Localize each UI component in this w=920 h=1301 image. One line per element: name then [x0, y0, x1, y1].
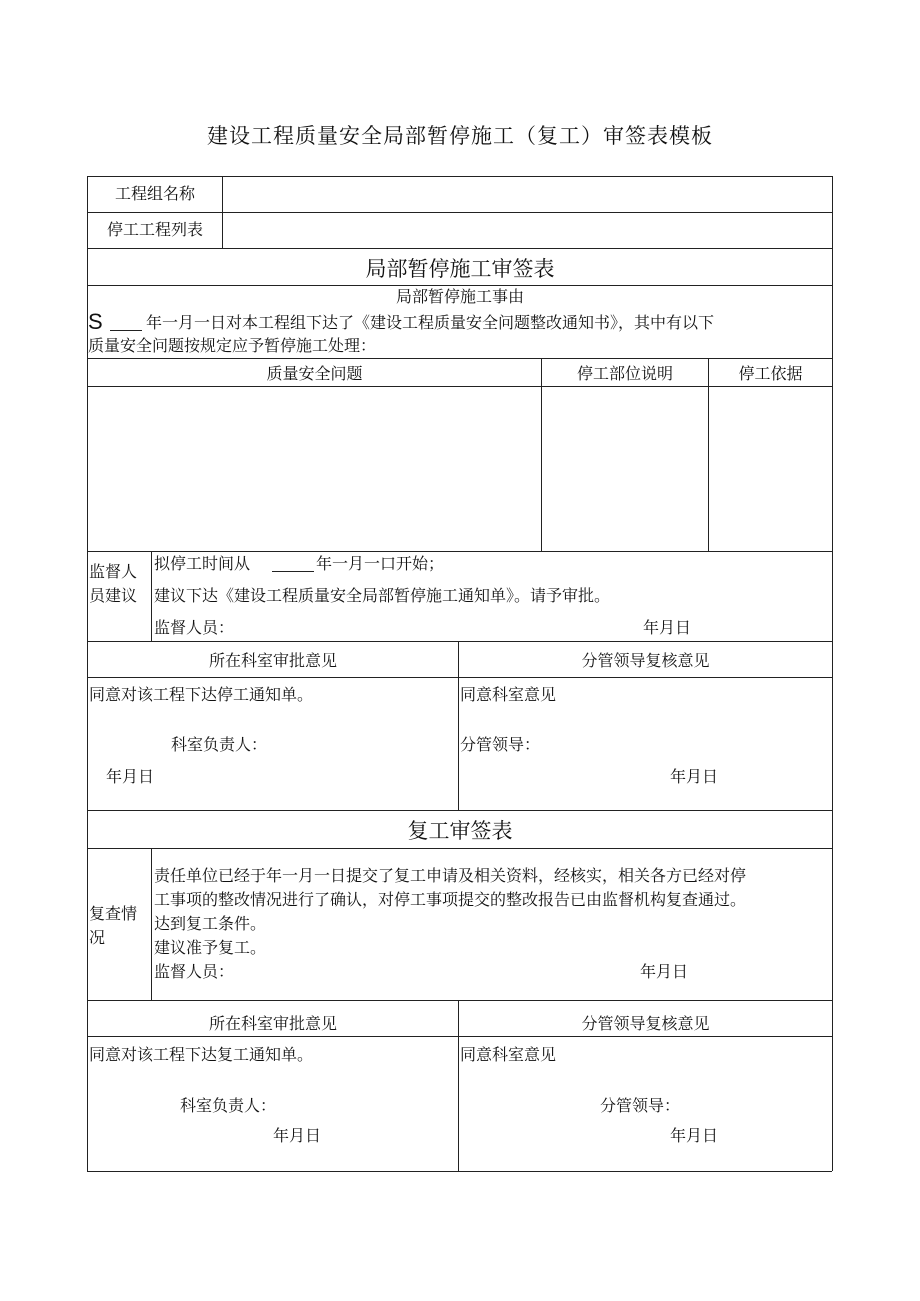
supervisor-label-line-1: 监督人 [89, 562, 138, 581]
dept-date: 年月日 [106, 767, 155, 786]
stop-reason-prefix: S [88, 309, 103, 334]
dept-opinion-header: 所在科室审批意见 [208, 651, 337, 670]
rule [87, 358, 832, 359]
proposal-text: 建议下达《建设工程质量安全局部暂停施工通知单》。请予审批。 [154, 586, 611, 605]
column-header-issue: 质量安全问题 [266, 364, 363, 383]
resume-supervisor-label: 监督人员： [154, 962, 235, 981]
blank-underline [272, 571, 314, 572]
review-line-1: 责任单位已经于年一月一日提交了复工申请及相关资料，经核实，相关各方已经对停 [154, 866, 747, 885]
table-right-border [832, 176, 833, 1171]
leader-label: 分管领导： [460, 735, 541, 754]
rule [87, 810, 832, 811]
resume-agree-dept-opinion: 同意科室意见 [460, 1045, 557, 1064]
rule [541, 358, 542, 551]
dept-head-label: 科室负责人： [171, 735, 268, 754]
review-label-line-1: 复查情 [89, 904, 138, 923]
leader-date: 年月日 [670, 767, 719, 786]
stop-list-label: 停工工程列表 [106, 220, 203, 239]
rule [87, 212, 832, 213]
stop-reason-line-2: 质量安全问题按规定应予暂停施工处理： [88, 336, 377, 355]
rule [87, 677, 832, 678]
resume-dept-head-label: 科室负责人： [180, 1096, 277, 1115]
rule [87, 1000, 832, 1001]
rule [87, 1036, 832, 1037]
resume-leader-opinion-header: 分管领导复核意见 [581, 1014, 710, 1033]
review-line-3: 达到复工条件。 [154, 914, 267, 933]
rule [151, 848, 152, 1000]
resume-supervisor-date: 年月日 [640, 962, 689, 981]
agree-resume-notice: 同意对该工程下达复工通知单。 [89, 1045, 314, 1064]
review-line-4: 建议准予复工。 [154, 938, 267, 957]
resume-section-title: 复工审签表 [407, 819, 513, 843]
leader-opinion-header: 分管领导复核意见 [581, 651, 710, 670]
supervisor-date: 年月日 [643, 618, 692, 637]
blank-underline [110, 330, 142, 331]
rule [151, 551, 152, 641]
stop-section-title: 局部暂停施工审签表 [365, 257, 555, 281]
agree-dept-opinion: 同意科室意见 [460, 685, 557, 704]
column-header-part: 停工部位说明 [576, 364, 673, 383]
rule [87, 248, 832, 249]
rule [87, 848, 832, 849]
supervisor-person-label: 监督人员： [154, 618, 235, 637]
resume-leader-label: 分管领导： [600, 1096, 681, 1115]
proposed-time-label: 拟停工时间从 [154, 554, 251, 573]
review-label-line-2: 况 [89, 928, 106, 947]
project-name-label: 工程组名称 [114, 184, 195, 203]
supervisor-label-line-2: 员建议 [89, 586, 138, 605]
agree-stop-notice: 同意对该工程下达停工通知单。 [89, 685, 314, 704]
rule [87, 285, 832, 286]
rule [87, 176, 832, 177]
rule [87, 641, 832, 642]
review-line-2: 工事项的整改情况进行了确认，对停工事项提交的整改报告已由监督机构复查通过。 [154, 890, 747, 909]
stop-reason-line-1: 年一月一日对本工程组下达了《建设工程质量安全问题整改通知书》，其中有以下 [146, 313, 715, 332]
document-title: 建设工程质量安全局部暂停施工（复工）审签表模板 [207, 124, 713, 148]
resume-dept-opinion-header: 所在科室审批意见 [208, 1014, 337, 1033]
resume-dept-date: 年月日 [273, 1126, 322, 1145]
rule [708, 358, 709, 551]
proposed-time-suffix: 年一月一口开始； [316, 554, 445, 573]
rule [222, 176, 223, 248]
column-header-basis: 停工依据 [738, 364, 803, 383]
stop-reason-heading: 局部暂停施工事由 [395, 287, 524, 306]
rule [87, 1171, 832, 1172]
rule [87, 386, 832, 387]
rule [87, 551, 832, 552]
resume-leader-date: 年月日 [670, 1126, 719, 1145]
